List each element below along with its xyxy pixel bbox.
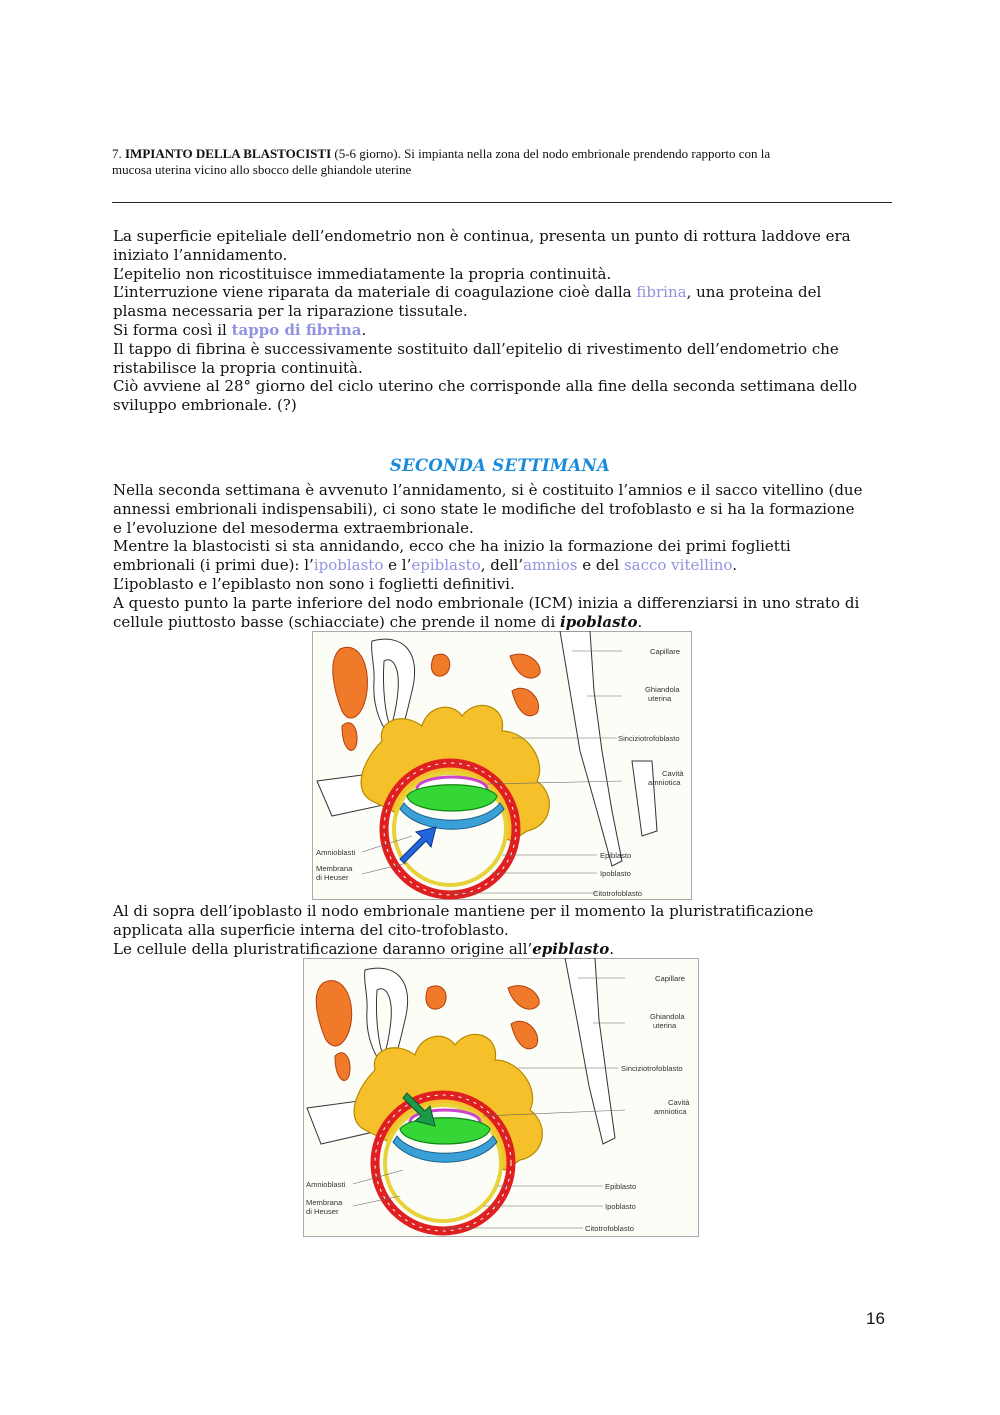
text-line: La superficie epiteliale dell’endometrio non è continua, presenta un punto di rottura laddove era [113, 227, 851, 245]
amnios-link[interactable]: amnios [523, 556, 578, 575]
text-line: Al di sopra dell’ipoblasto il nodo embrionale mantiene per il momento la pluristratificazione [113, 902, 814, 920]
text-line: iniziato l’annidamento. [113, 245, 288, 264]
ipoblasto-term: ipoblasto [560, 612, 638, 631]
page-number: 16 [866, 1309, 885, 1328]
label-di-heuser: di Heuser [306, 1207, 339, 1216]
text-line: cellule piuttosto basse (schiacciate) che prende il nome di ipoblasto. [113, 612, 643, 631]
figure-caption [112, 146, 892, 178]
label-membrana: Membrana [306, 1198, 343, 1207]
text-line: ristabilisce la propria continuità. [113, 358, 363, 377]
text-line: Le cellule della pluristratificazione daranno origine all’epiblasto. [113, 939, 615, 958]
text-line: Ciò avviene al 28° giorno del ciclo uterino che corrisponde alla fine della seconda settimana dello [113, 377, 858, 396]
epiblasto-term: epiblasto [532, 939, 610, 958]
caption-title: IMPIANTO DELLA BLASTOCISTI [125, 146, 332, 161]
epiblast-layer [400, 1118, 490, 1144]
label-uterina: uterina [648, 694, 672, 703]
label-sinciziotrofoblasto: Sinciziotrofoblasto [618, 734, 680, 743]
horizontal-rule [112, 202, 892, 203]
text-line: Il tappo di fibrina è successivamente sostituito dall’epitelio di rivestimento dell’endometrio che [113, 339, 839, 358]
epiblast-layer [407, 785, 497, 811]
text-line: L’epitelio non ricostituisce immediatamente la propria continuità. [113, 264, 612, 283]
text-line: A questo punto la parte inferiore del nodo embrionale (ICM) inizia a differenziarsi in uno strato di [113, 593, 860, 612]
paragraph-epiblasto [113, 902, 898, 958]
tappo-di-fibrina-link[interactable]: tappo di fibrina [231, 320, 362, 339]
ipoblasto-link[interactable]: ipoblasto [313, 556, 384, 575]
blastocyst-figure-2 [303, 958, 699, 1237]
fibrina-link[interactable]: fibrina [636, 283, 687, 302]
label-citotrofoblasto: Citotrofoblasto [585, 1224, 634, 1233]
label-ghiandola: Ghiandola [645, 685, 680, 694]
text-line: Si forma così il tappo di fibrina. [113, 320, 367, 339]
label-amnioblasti: Amnioblasti [306, 1180, 346, 1189]
text-line: sviluppo embrionale. (?) [113, 396, 297, 415]
label-cavita: Cavità [668, 1098, 690, 1107]
label-cavita: Cavità [662, 769, 684, 778]
text-line: Nella seconda settimana è avvenuto l’annidamento, si è costituito l’amnios e il sacco vitellino (due [113, 481, 863, 499]
label-epiblasto: Epiblasto [600, 851, 632, 860]
label-uterina: uterina [653, 1021, 677, 1030]
label-ghiandola: Ghiandola [650, 1012, 685, 1021]
label-capillare: Capillare [650, 647, 680, 656]
text-line: applicata alla superficie interna del cito-trofoblasto. [113, 920, 509, 939]
caption-text-line2: mucosa uterina vicino allo sbocco delle ghiandole uterine [112, 162, 412, 177]
caption-number: 7. [112, 146, 122, 161]
sacco-vitellino-link[interactable]: sacco vitellino [623, 556, 733, 575]
section-heading: SECONDA SETTIMANA [389, 456, 611, 475]
text-line: annessi embrionali indispensabili), ci sono state le modifiche del trofoblasto e si ha la formazione [113, 499, 855, 518]
text-line: L’ipoblasto e l’epiblasto non sono i foglietti definitivi. [113, 574, 515, 593]
label-membrana: Membrana [316, 864, 353, 873]
label-epiblasto: Epiblasto [605, 1182, 637, 1191]
paragraph-fibrina [113, 227, 898, 415]
label-amnioblasti: Amnioblasti [316, 848, 356, 857]
label-amniotica: amniotica [654, 1107, 687, 1116]
label-citotrofoblasto: Citotrofoblasto [593, 889, 642, 898]
label-di-heuser: di Heuser [316, 873, 349, 882]
label-amniotica: amniotica [648, 778, 681, 787]
text-line: Mentre la blastocisti si sta annidando, ecco che ha inizio la formazione dei primi foglietti [113, 537, 791, 556]
text-line: embrionali (i primi due): l’ipoblasto e l’epiblasto, dell’amnios e del sacco vitellino. [113, 556, 737, 575]
label-capillare: Capillare [655, 974, 685, 983]
epiblasto-link[interactable]: epiblasto [411, 556, 481, 575]
paragraph-seconda-settimana [113, 481, 898, 631]
text-line: plasma necessaria per la riparazione tissutale. [113, 302, 468, 321]
label-ipoblasto: Ipoblasto [605, 1202, 636, 1211]
text-line: e l’evoluzione del mesoderma extraembrionale. [113, 518, 474, 537]
blastocyst-figure-1 [312, 631, 692, 900]
caption-text-line1: (5-6 giorno). Si impianta nella zona del nodo embrionale prendendo rapporto con la [331, 146, 771, 161]
text-line: L’interruzione viene riparata da materiale di coagulazione cioè dalla fibrina, una proteina del [113, 283, 822, 302]
label-ipoblasto: Ipoblasto [600, 869, 631, 878]
label-sinciziotrofoblasto: Sinciziotrofoblasto [621, 1064, 683, 1073]
